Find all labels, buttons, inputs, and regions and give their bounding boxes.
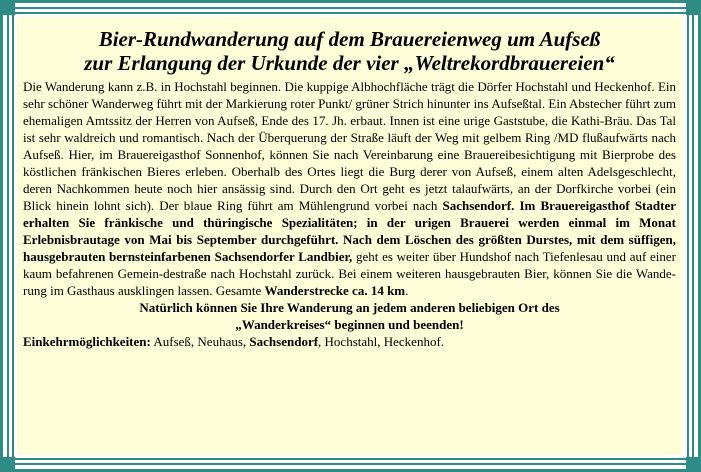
description-text-end: . — [405, 283, 409, 298]
corner-ornament — [686, 3, 698, 15]
description-text-2: geht es weiter über Hundshof nach Tiefenlesau und auf einer kaum befahrenen Gemein-destraße nach Hochstahl zurück. Bei einem weiteren hausgebrauten Bier, können Sie die Wande-rung im Gasthaus ausklingen lassen. Gesamte — [23, 249, 676, 298]
page-title — [23, 27, 676, 75]
places-line — [23, 333, 676, 350]
corner-ornament — [686, 457, 698, 469]
content-panel — [17, 17, 682, 455]
corner-ornament — [3, 457, 15, 469]
places-text-1: Aufseß, Neuhaus, — [150, 334, 250, 349]
description-text-1: Die Wanderung kann z.B. in Hochstahl beginnen. Die kuppige Albhochfläche trägt die Dörfer Hochstahl und Heckenhof. Ein sehr schöner Wanderweg führt mit der Markierung roter Punkt/ grüner Strich hinunter ins Aufseßtal. Ein Abstecher führt zum ehemaligen Amtssitz der Herren von Aufseß, Ende des 17. Jh. erbaut. Innen ist eine urige Gaststube, die Kathi-Bräu. Das Tal ist sehr waldreich und romantisch. Nach der Überquerung der Straße läuft der Weg mit gelbem Ring /MD flußaufwärts nach Aufseß. Hier, im Brauereigasthof Sonnenhof, können Sie nach Vereinbarung eine Brauereibesichtigung mit Bierprobe des köstlichen fränkischen Bieres erleben. Oberhalb des Ortes liegt die Burg derer von Aufseß, einem alten Adelsgeschlecht, deren Nachkommen heute noch hier ansässig sind. Durch den Ort geht es jetzt talaufwärts, an der Dorfkirche vorbei (ein Blick hinein lohnt sich). Der blaue Ring führt am Mühlengrund vorbei nach — [23, 79, 676, 213]
places-text-2: , Hochstahl, Heckenhof. — [318, 334, 445, 349]
total-distance: Wanderstrecke ca. 14 km — [264, 283, 406, 298]
places-label: Einkehrmöglichkeiten: — [23, 334, 151, 349]
title-line-1: Bier-Rundwanderung auf dem Brauereienweg um Aufseß — [98, 27, 601, 51]
title-line-2: zur Erlangung der Urkunde der vier „Weltrekordbrauereien“ — [84, 51, 615, 75]
description-paragraph — [23, 78, 676, 299]
description-bold-1: Sachsendorf. Im Brauereigasthof Stadter erhalten Sie fränkische und thüringische Spezialitäten; in der urigen Brauerei werden einmal im Monat Erlebnisbrautage von Mai bis September durchgeführt. Nach dem Löschen des größten Durstes, mit dem süffigen, hausgebrauten bernsteinfarbenen Sachsendorfer Landbier, — [23, 198, 676, 264]
closing-line-1: Natürlich können Sie Ihre Wanderung an jedem anderen beliebigen Ort des — [139, 300, 560, 315]
closing-line-2: „Wanderkreises“ beginnen und beenden! — [235, 317, 464, 332]
places-bold: Sachsendorf — [249, 334, 319, 349]
closing-note — [23, 299, 676, 333]
corner-ornament — [3, 3, 15, 15]
